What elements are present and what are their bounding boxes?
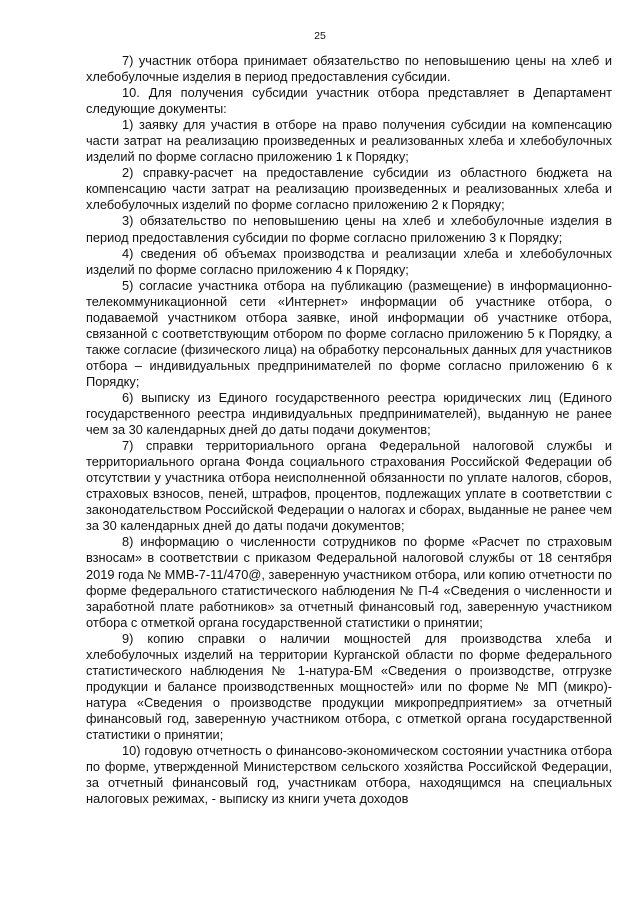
list-item-4-production-info: 4) сведения об объемах производства и реализации хлеба и хлебобулочных изделий по форме согласно приложению 4 к Порядку; [86,245,612,277]
document-body [86,53,612,807]
list-item-2-calculation: 2) справку-расчет на предоставление субсидии из областного бюджета на компенсацию части затрат на реализацию произведенных и реализованных хлеба и хлебобулочных изделий по форме согласно приложению 2 к Порядку; [86,165,612,213]
list-item-9-capacity-certificate: 9) копию справки о наличии мощностей для производства хлеба и хлебобулочных изделий на территории Курганской области по форме федерального статистического наблюдения № 1-натура-БМ «Сведения о производстве, отгрузке продукции и балансе производственных мощностей» или по форме № МП (микро)-натура «Сведения о производстве продукции микропредприятием» за отчетный финансовый год, заверенную участником отбора, с отметкой органа государственной статистики о принятии; [86,630,612,742]
list-item-7-tax-certificates: 7) справки территориального органа Федеральной налоговой службы и территориального органа Фонда социального страхования Российской Федерации об отсутствии у участника отбора неисполненной обязанности по уплате налогов, сборов, страховых взносов, пеней, штрафов, процентов, подлежащих уплате в соответствии с законодательством Российской Федерации о налогах и сборах, выданные не ранее чем за 30 календарных дней до даты подачи документов; [86,438,613,534]
list-item-3-price-obligation: 3) обязательство по неповышению цены на хлеб и хлебобулочные изделия в период предоставления субсидии по форме согласно приложению 3 к Порядку; [86,213,612,245]
list-item-6-registry-extract: 6) выписку из Единого государственного реестра юридических лиц (Единого государственного реестра индивидуальных предпринимателей), выданную не ранее чем за 30 календарных дней до даты подачи документов; [86,389,612,438]
list-item-8-staff-info: 8) информацию о численности сотрудников по форме «Расчет по страховым взносам» в соответствии с приказом Федеральной налоговой службы от 18 сентября 2019 года № ММВ-7-11/470@, заверенную участником отбора, или копию отчетности по форме федерального статистического наблюдения № П-4 «Сведения о численности и заработной плате работников» за отчетный финансовый год, заверенную участником отбора с отметкой органа государственной статистики о принятии; [86,534,613,630]
list-item-10-annual-report: 10) годовую отчетность о финансово-экономическом состоянии участника отбора по форме, утвержденной Министерством сельского хозяйства Российской Федерации, за отчетный финансовый год, участникам отбора, находящимся на специальных налоговых режимах, - выписку из книги учета доходов [86,743,612,807]
list-item-5-consent: 5) согласие участника отбора на публикацию (размещение) в информационно-телекоммуникационной сети «Интернет» информации об участнике отбора, о подаваемой участником отбора заявке, иной информации об участнике отбора, связанной с соответствующим отбором по форме согласно приложению 5 к Порядку, а также согласие (физического лица) на обработку персональных данных для участников отбора – индивидуальных предпринимателей по форме согласно приложению 6 к Порядку; [86,277,612,389]
page-number: 25 [314,30,326,42]
paragraph-item-7-obligation: 7) участник отбора принимает обязательство по неповышению цены на хлеб и хлебобулочные изделия в период предоставления субсидии. [86,53,612,85]
paragraph-clause-10: 10. Для получения субсидии участник отбора представляет в Департамент следующие документы: [86,85,612,117]
list-item-1-application: 1) заявку для участия в отборе на право получения субсидии на компенсацию части затрат на реализацию произведенных и реализованных хлеба и хлебобулочных изделий по форме согласно приложению 1 к Порядку; [86,117,612,165]
